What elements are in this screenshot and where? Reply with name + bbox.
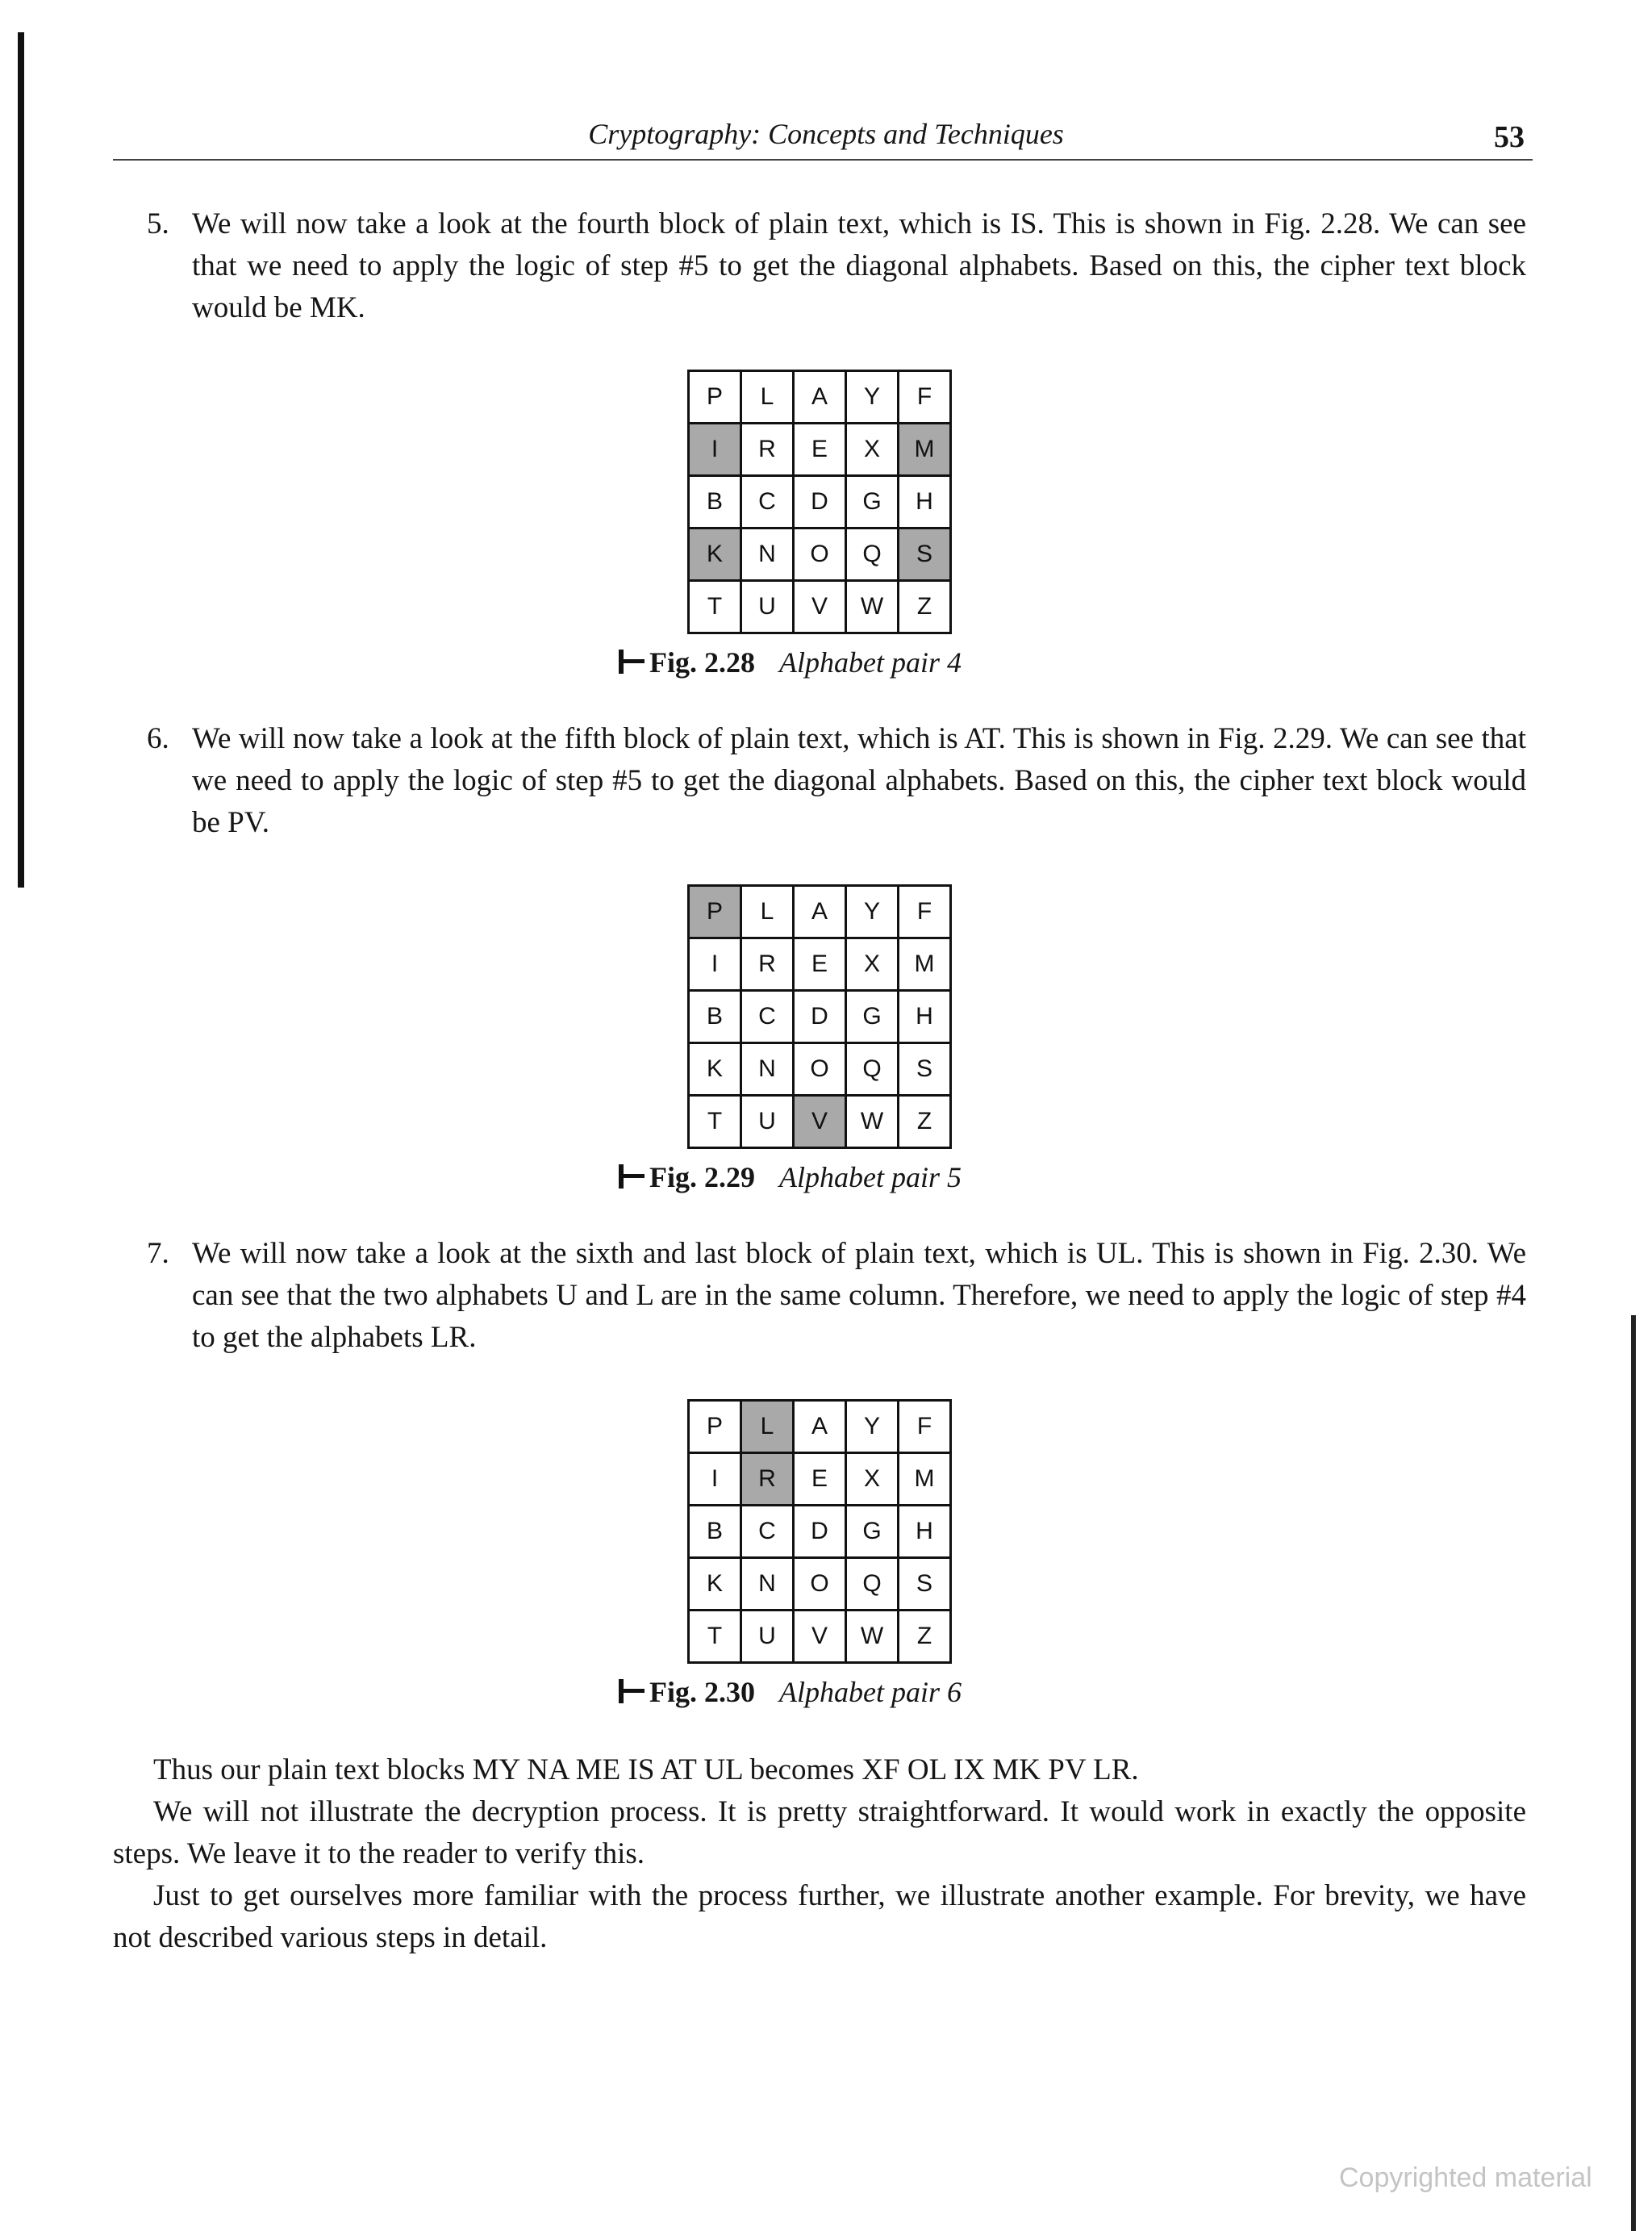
matrix-cell: E <box>795 424 847 477</box>
matrix-cell: G <box>847 992 899 1044</box>
playfair-matrix-fig-2-30 <box>687 1399 952 1664</box>
matrix-cell: E <box>795 1454 847 1506</box>
matrix-cell: X <box>847 424 899 477</box>
figure-title: Alphabet pair 5 <box>779 1161 962 1193</box>
paragraph-text: Just to get ourselves more familiar with the process further, we illustrate another example. For brevity, we have not described various steps in detail. <box>113 1879 1526 1954</box>
matrix-cell: B <box>690 1506 742 1559</box>
scan-edge-right <box>1631 1315 1636 2231</box>
matrix-cell: Q <box>847 1559 899 1611</box>
playfair-matrix-fig-2-28 <box>687 370 952 634</box>
matrix-cell: K <box>690 1044 742 1097</box>
matrix-cell: Y <box>847 887 899 939</box>
figure-label: Fig. 2.28 <box>649 646 755 679</box>
matrix-cell: L <box>742 372 795 424</box>
paragraph-decryption <box>113 1791 1526 1875</box>
matrix-cell: I <box>690 1454 742 1506</box>
paragraph-summary <box>113 1749 1526 1791</box>
matrix-cell: N <box>742 1559 795 1611</box>
figure-title: Alphabet pair 4 <box>779 646 962 679</box>
matrix-cell: G <box>847 477 899 529</box>
matrix-cell: V <box>795 1097 847 1149</box>
matrix-cell: R <box>742 939 795 992</box>
matrix-cell: W <box>847 1097 899 1149</box>
figure-label: Fig. 2.30 <box>649 1676 755 1708</box>
matrix-cell: H <box>899 992 952 1044</box>
matrix-cell: F <box>899 887 952 939</box>
matrix-cell: B <box>690 992 742 1044</box>
matrix-cell: S <box>899 1559 952 1611</box>
matrix-cell: Y <box>847 1402 899 1454</box>
matrix-cell: A <box>795 1402 847 1454</box>
figure-label: Fig. 2.29 <box>649 1161 755 1193</box>
matrix-cell: U <box>742 1097 795 1149</box>
figure-title: Alphabet pair 6 <box>779 1676 962 1708</box>
matrix-cell: F <box>899 372 952 424</box>
matrix-cell: X <box>847 939 899 992</box>
matrix-cell: W <box>847 1611 899 1664</box>
header-rule <box>113 159 1533 161</box>
matrix-cell: S <box>899 529 952 582</box>
matrix-cell: H <box>899 1506 952 1559</box>
matrix-cell: E <box>795 939 847 992</box>
paragraph-text: Thus our plain text blocks MY NA ME IS AT UL becomes XF OL IX MK PV LR. <box>153 1753 1139 1786</box>
matrix-cell: N <box>742 1044 795 1097</box>
matrix-cell: I <box>690 424 742 477</box>
matrix-cell: Y <box>847 372 899 424</box>
matrix-cell: S <box>899 1044 952 1097</box>
list-item-number: 6. <box>147 722 169 755</box>
playfair-matrix-fig-2-29 <box>687 884 952 1149</box>
matrix-cell: M <box>899 939 952 992</box>
matrix-cell: C <box>742 477 795 529</box>
matrix-cell: B <box>690 477 742 529</box>
scan-edge-left <box>18 32 24 888</box>
matrix-cell: Q <box>847 529 899 582</box>
matrix-cell: P <box>690 372 742 424</box>
matrix-cell: D <box>795 992 847 1044</box>
figure-caption-2-28 <box>617 645 962 679</box>
matrix-cell: T <box>690 582 742 634</box>
paragraph-next-example <box>113 1875 1526 1959</box>
copyright-watermark: Copyrighted material <box>1339 2162 1592 2193</box>
matrix-cell: I <box>690 939 742 992</box>
matrix-cell: L <box>742 1402 795 1454</box>
matrix-cell: X <box>847 1454 899 1506</box>
caption-marker-icon <box>617 1679 646 1703</box>
matrix-cell: O <box>795 529 847 582</box>
list-item-number: 5. <box>147 207 169 240</box>
matrix-cell: R <box>742 424 795 477</box>
matrix-cell: M <box>899 424 952 477</box>
matrix-cell: U <box>742 1611 795 1664</box>
list-item-5 <box>147 203 1526 329</box>
matrix-cell: A <box>795 887 847 939</box>
matrix-cell: V <box>795 582 847 634</box>
matrix-cell: K <box>690 1559 742 1611</box>
matrix-cell: F <box>899 1402 952 1454</box>
matrix-cell: T <box>690 1611 742 1664</box>
matrix-cell: K <box>690 529 742 582</box>
figure-caption-2-29 <box>617 1160 962 1194</box>
matrix-cell: D <box>795 1506 847 1559</box>
matrix-cell: Z <box>899 1611 952 1664</box>
caption-marker-icon <box>617 1164 646 1189</box>
matrix-cell: O <box>795 1044 847 1097</box>
paragraph-text: We will not illustrate the decryption process. It is pretty straightforward. It would work in exactly the opposite steps. We leave it to the reader to verify this. <box>113 1795 1526 1870</box>
list-item-text: We will now take a look at the sixth and last block of plain text, which is UL. This is shown in Fig. 2.30. We can see that the two alphabets U and L are in the same column. Therefore, we need to apply the logic of step #4 to get the alphabets LR. <box>192 1237 1526 1354</box>
matrix-cell: Z <box>899 582 952 634</box>
matrix-cell: D <box>795 477 847 529</box>
matrix-cell: R <box>742 1454 795 1506</box>
matrix-cell: U <box>742 582 795 634</box>
figure-caption-2-30 <box>617 1675 962 1709</box>
matrix-cell: C <box>742 992 795 1044</box>
matrix-cell: V <box>795 1611 847 1664</box>
list-item-text: We will now take a look at the fourth block of plain text, which is IS. This is shown in Fig. 2.28. We can see that we need to apply the logic of step #5 to get the diagonal alphabets. Based on this, the cipher text block would be MK. <box>192 207 1526 324</box>
list-item-7 <box>147 1233 1526 1359</box>
matrix-cell: Z <box>899 1097 952 1149</box>
matrix-cell: G <box>847 1506 899 1559</box>
caption-marker-icon <box>617 650 646 674</box>
matrix-cell: H <box>899 477 952 529</box>
matrix-cell: A <box>795 372 847 424</box>
matrix-cell: P <box>690 887 742 939</box>
running-header: Cryptography: Concepts and Techniques <box>588 118 1064 150</box>
matrix-cell: O <box>795 1559 847 1611</box>
matrix-cell: T <box>690 1097 742 1149</box>
matrix-cell: Q <box>847 1044 899 1097</box>
matrix-cell: C <box>742 1506 795 1559</box>
page-number: 53 <box>1494 120 1525 154</box>
list-item-text: We will now take a look at the fifth block of plain text, which is AT. This is shown in Fig. 2.29. We can see that we need to apply the logic of step #5 to get the diagonal alphabets. Based on this, the cipher text block would be PV. <box>192 722 1526 839</box>
matrix-cell: P <box>690 1402 742 1454</box>
list-item-6 <box>147 718 1526 844</box>
matrix-cell: M <box>899 1454 952 1506</box>
matrix-cell: W <box>847 582 899 634</box>
matrix-cell: N <box>742 529 795 582</box>
matrix-cell: L <box>742 887 795 939</box>
list-item-number: 7. <box>147 1237 169 1270</box>
